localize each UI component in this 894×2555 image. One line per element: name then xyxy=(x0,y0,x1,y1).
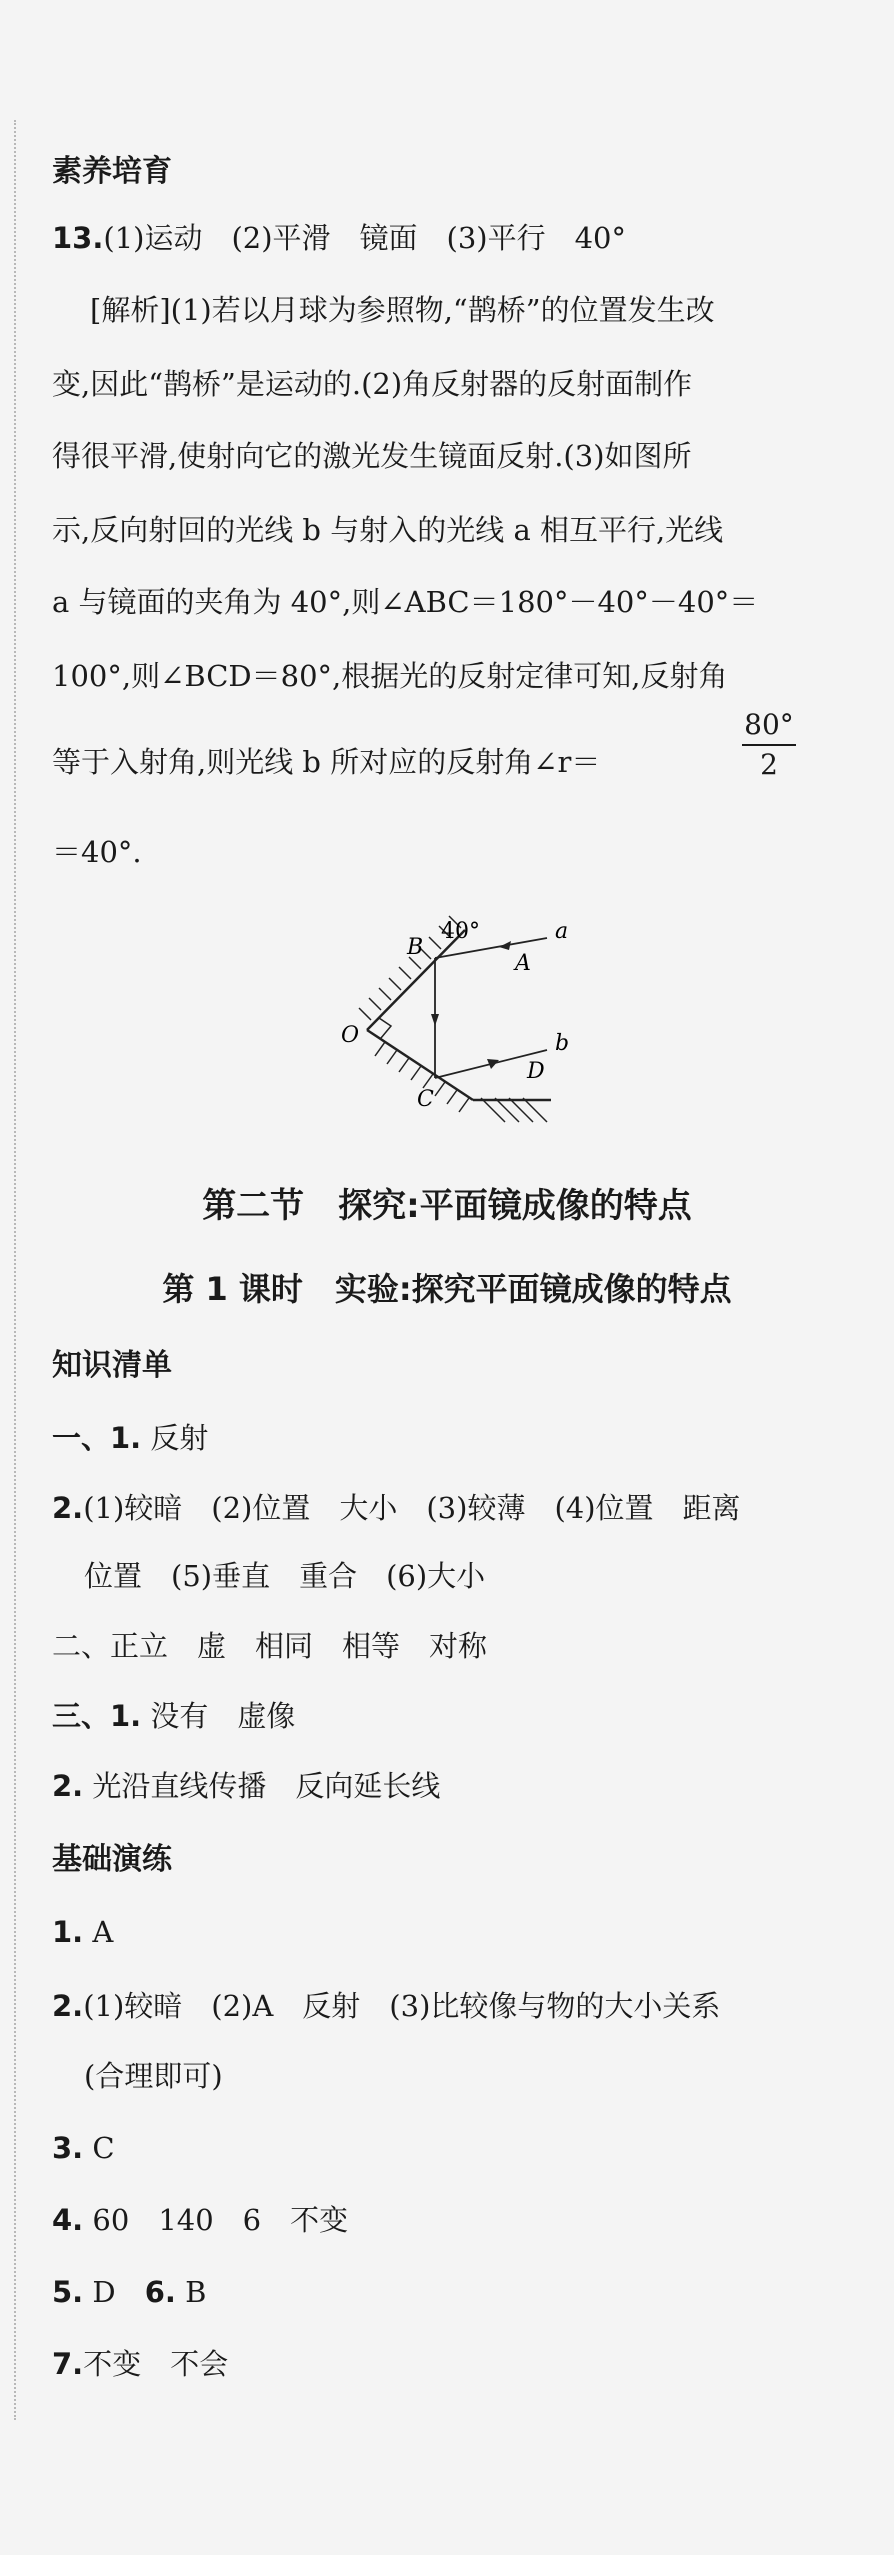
q13-analysis-line-7: 等于入射角,则光线 b 所对应的反射角∠r＝ xyxy=(52,745,601,779)
basic-item-4-num: 4. xyxy=(52,2203,84,2237)
q13-analysis-line-1: [解析](1)若以月球为参照物,“鹊桥”的位置发生改 xyxy=(90,293,715,327)
basic-item-1-num: 1. xyxy=(52,1915,84,1949)
basic-item-2-cont: (合理即可) xyxy=(84,2059,223,2093)
basic-item-7-num: 7. xyxy=(52,2347,84,2381)
q13-analysis-line-3: 得很平滑,使射向它的激光发生镜面反射.(3)如图所 xyxy=(52,439,692,473)
q13-number: 13. xyxy=(52,221,104,255)
section-heading-suyang: 素养培育 xyxy=(52,154,172,189)
q13-analysis-line-2: 变,因此“鹊桥”是运动的.(2)角反射器的反射面制作 xyxy=(52,367,693,401)
basic-item-2-text: (1)较暗 (2)A 反射 (3)比较像与物的大小关系 xyxy=(83,1989,721,2023)
basic-item-6-num: 6. xyxy=(144,2275,176,2309)
q13-analysis-line-6: 100°,则∠BCD＝80°,根据光的反射定律可知,反射角 xyxy=(52,659,728,693)
label-a-point: A xyxy=(515,951,531,976)
basic-item-2 xyxy=(52,1986,720,2026)
knowledge-item-4 xyxy=(52,1696,295,1736)
label-c-point: C xyxy=(417,1087,434,1112)
knowledge-item-3 xyxy=(52,1626,487,1666)
knowledge-heading: 知识清单 xyxy=(52,1348,172,1383)
knowledge-item-4-num: 三、1. xyxy=(52,1699,142,1733)
knowledge-item-2-text: (1)较暗 (2)位置 大小 (3)较薄 (4)位置 距离 xyxy=(83,1491,741,1525)
knowledge-item-5 xyxy=(52,1766,440,1806)
q13-analysis-line-5: a 与镜面的夹角为 40°,则∠ABC＝180°－40°－40°＝ xyxy=(52,585,759,619)
q13-analysis-line-4: 示,反向射回的光线 b 与射入的光线 a 相互平行,光线 xyxy=(52,513,724,547)
basic-item-5-num: 5. xyxy=(52,2275,84,2309)
basic-item-3-text: C xyxy=(83,2131,115,2165)
basic-item-3 xyxy=(52,2128,115,2168)
knowledge-item-1-num: 一、1. xyxy=(52,1421,142,1455)
basic-item-7-text: 不变 不会 xyxy=(83,2347,229,2381)
fraction-numerator: 80° xyxy=(744,708,794,741)
basic-item-1 xyxy=(52,1912,113,1952)
label-o-point: O xyxy=(341,1023,360,1048)
label-d-point: D xyxy=(527,1059,545,1084)
fraction-80-over-2 xyxy=(742,708,796,782)
q13-answer-text: (1)运动 (2)平滑 镜面 (3)平行 40° xyxy=(103,221,627,255)
knowledge-item-1-text: 反射 xyxy=(141,1421,209,1455)
knowledge-item-1 xyxy=(52,1418,208,1458)
basic-item-5-6 xyxy=(52,2272,206,2312)
basic-item-4-text: 60 140 6 不变 xyxy=(83,2203,349,2237)
right-angle-marker xyxy=(379,1018,391,1038)
basic-item-3-num: 3. xyxy=(52,2131,84,2165)
basic-item-1-text: A xyxy=(83,1915,114,1949)
mirror-reflection-diagram xyxy=(315,900,615,1130)
fraction-denominator: 2 xyxy=(760,748,778,781)
q13-answer xyxy=(52,218,626,258)
q13-analysis-line-8: ＝40°. xyxy=(52,835,142,869)
label-ray-a: a xyxy=(555,919,569,944)
knowledge-item-2-num: 2. xyxy=(52,1491,84,1525)
basic-item-5-text: D xyxy=(83,2275,145,2309)
knowledge-item-3-text: 正立 虚 相同 相等 对称 xyxy=(110,1629,488,1663)
label-b-point: B xyxy=(407,935,424,960)
fraction-bar xyxy=(742,744,796,746)
basic-item-7 xyxy=(52,2344,228,2384)
angle-label-40: 40° xyxy=(441,919,480,944)
label-ray-b: b xyxy=(555,1031,570,1056)
knowledge-item-2 xyxy=(52,1488,741,1528)
knowledge-item-5-num: 2. xyxy=(52,1769,84,1803)
basic-heading: 基础演练 xyxy=(52,1842,172,1877)
lesson-title: 第 1 课时 实验:探究平面镜成像的特点 xyxy=(162,1270,732,1308)
knowledge-item-2-cont: 位置 (5)垂直 重合 (6)大小 xyxy=(84,1559,486,1593)
basic-item-2-num: 2. xyxy=(52,1989,84,2023)
section-title: 第二节 探究:平面镜成像的特点 xyxy=(202,1186,692,1226)
knowledge-item-5-text: 光沿直线传播 反向延长线 xyxy=(83,1769,441,1803)
basic-item-4 xyxy=(52,2200,348,2240)
knowledge-item-3-num: 二、 xyxy=(52,1629,111,1663)
knowledge-item-4-text: 没有 虚像 xyxy=(141,1699,296,1733)
basic-item-6-text: B xyxy=(175,2275,207,2309)
